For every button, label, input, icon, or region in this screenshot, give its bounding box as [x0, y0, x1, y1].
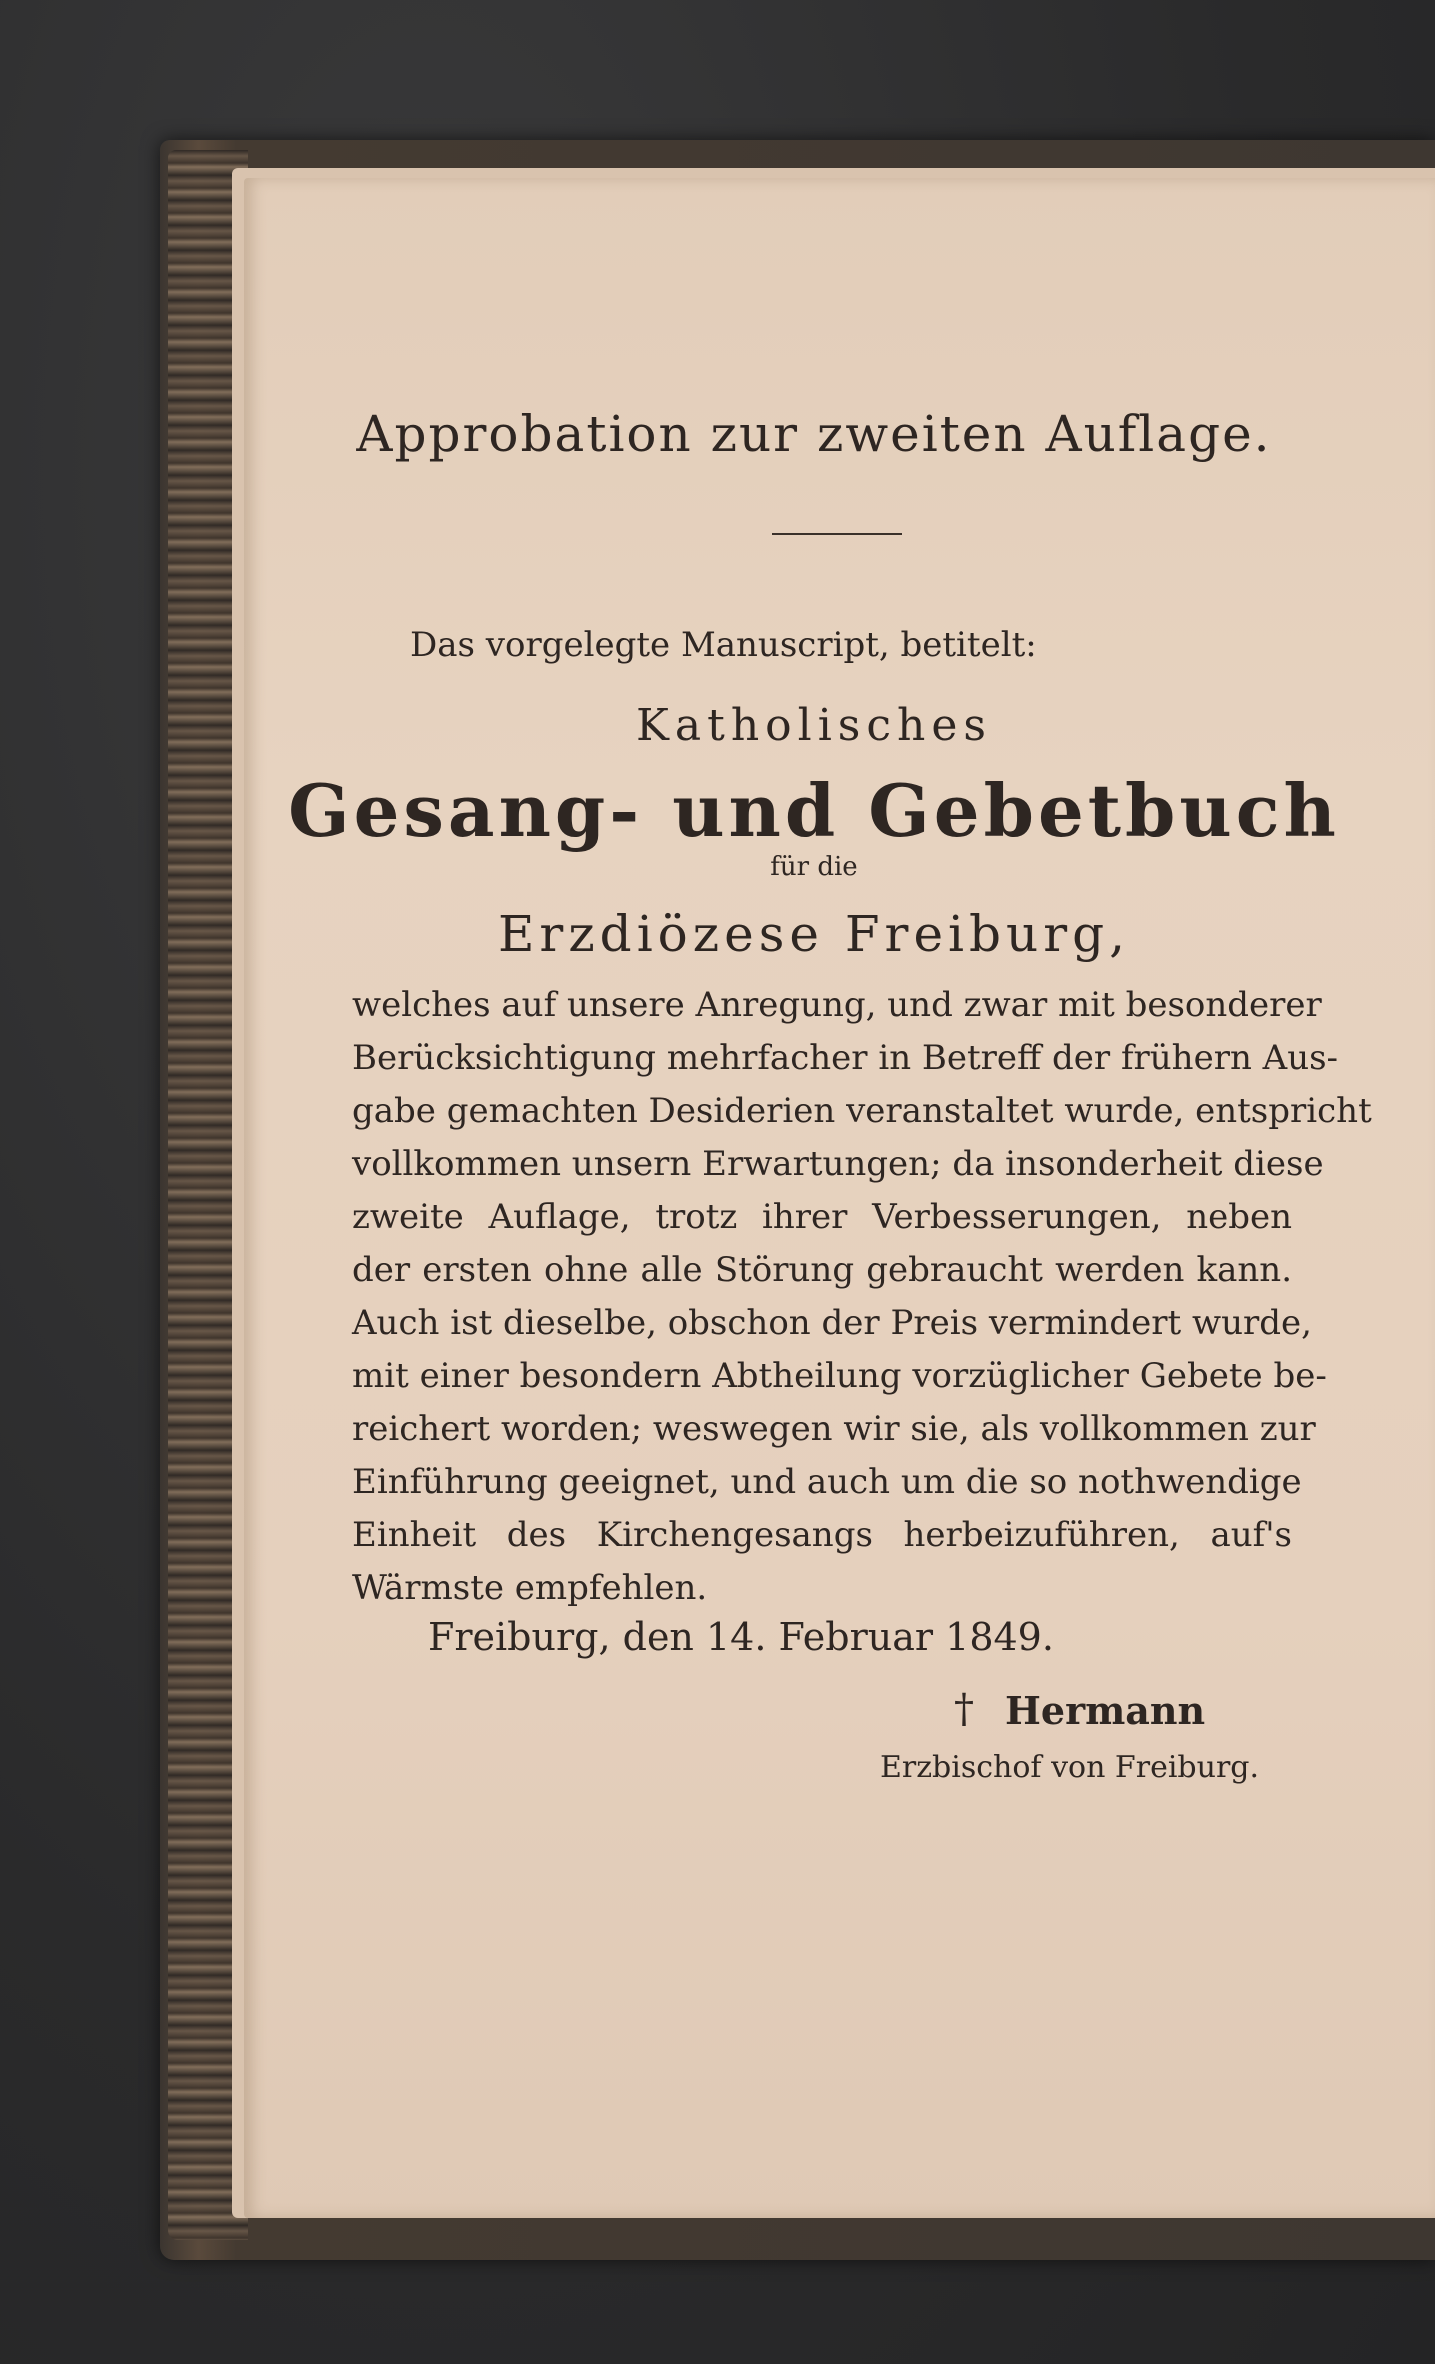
body-line: reichert worden; weswegen wir sie, als vollkommen zur — [352, 1409, 1316, 1449]
body-line: Berücksichtigung mehrfacher in Betreff der frühern Aus- — [352, 1038, 1339, 1078]
body-line: vollkommen unsern Erwartungen; da insonderheit diese — [352, 1144, 1324, 1184]
body-line: Auch ist dieselbe, obschon der Preis vermindert wurde, — [352, 1303, 1312, 1343]
book-title-line-3: für die — [770, 852, 858, 882]
book-title-line-1: Katholisches — [636, 700, 992, 751]
place-and-date: Freiburg, den 14. Februar 1849. — [428, 1615, 1054, 1659]
page-heading: Approbation zur zweiten Auflage. — [356, 405, 1272, 463]
body-line: Einführung geeignet, und auch um die so nothwendige — [352, 1462, 1302, 1502]
intro-line: Das vorgelegte Manuscript, betitelt: — [410, 625, 1037, 665]
book-title-line-4: Erzdiözese Freiburg, — [497, 905, 1131, 963]
body-line: der ersten ohne alle Störung gebraucht werden kann. — [352, 1250, 1292, 1290]
body-line: welches auf unsere Anregung, und zwar mit besonderer — [352, 985, 1322, 1025]
body-line: Wärmste empfehlen. — [352, 1568, 708, 1608]
body-line: Einheit des Kirchengesangs herbeizuführen, auf's — [352, 1515, 1292, 1555]
body-line: zweite Auflage, trotz ihrer Verbesserungen, neben — [352, 1197, 1292, 1237]
signatory-name: Hermann — [1005, 1688, 1206, 1733]
heading-divider — [772, 533, 902, 535]
cross-icon: † — [954, 1686, 974, 1732]
book-title-line-2: Gesang- und Gebetbuch — [288, 768, 1340, 853]
body-line: mit einer besondern Abtheilung vorzüglicher Gebete be- — [352, 1356, 1327, 1396]
body-line: gabe gemachten Desiderien veranstaltet wurde, entspricht — [352, 1091, 1372, 1131]
signatory-title: Erzbischof von Freiburg. — [880, 1750, 1260, 1785]
